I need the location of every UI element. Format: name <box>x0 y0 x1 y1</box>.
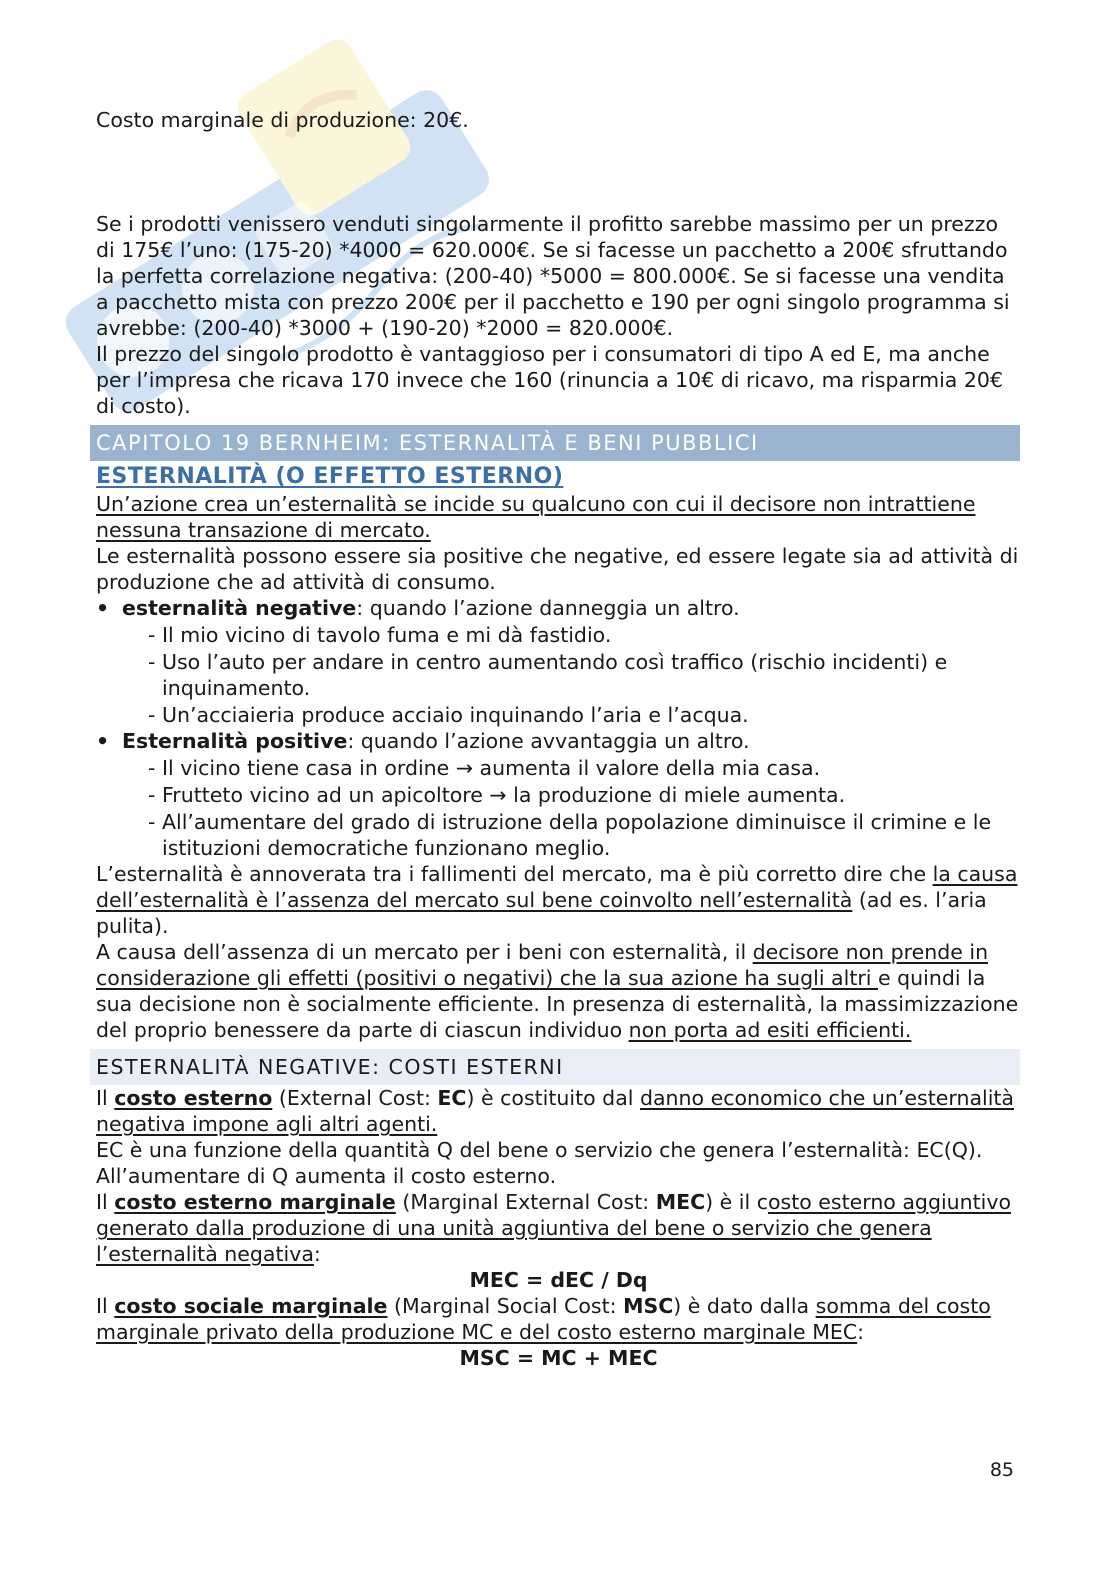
example-text: Il vicino tiene casa in ordine <box>162 756 456 780</box>
underlined-text: la causa dell’esternalità è l’assenza del mercato sul bene coinvolto nell’esternalità <box>96 862 1018 912</box>
list-item: - Uso l’auto per andare in centro aumentando così traffico (rischio incidenti) e inquinamento. <box>122 649 1021 701</box>
example-text: aumenta il valore della mia casa. <box>473 756 821 780</box>
arrow-icon: → <box>489 783 507 807</box>
text: Il <box>96 1190 115 1214</box>
text: A causa dell’assenza di un mercato per i beni con esternalità, il <box>96 940 753 964</box>
text: e quindi la sua decisione non è socialmente efficiente. In presenza di esternalità, la massimizzazione del proprio benessere da parte di ciascun individuo <box>96 966 1019 1042</box>
term-marginal-social-cost: costo sociale marginale <box>114 1294 388 1318</box>
text: Il <box>96 1294 115 1318</box>
underlined-text: non porta ad esiti efficienti. <box>628 1018 912 1042</box>
externality-list <box>96 595 1021 861</box>
text: ) è costituito dal <box>466 1086 640 1110</box>
intro-line: Costo marginale di produzione: 20€. <box>96 108 469 132</box>
underlined-text: somma del costo marginale privato della produzione MC e del costo esterno marginale MEC <box>96 1294 991 1344</box>
text: ) è il c <box>705 1190 768 1214</box>
chapter-title: CAPITOLO 19 BERNHEIM: ESTERNALITÀ E BENI PUBBLICI <box>90 425 1020 461</box>
list-item: - Un’acciaieria produce acciaio inquinando l’aria e l’acqua. <box>122 702 1021 728</box>
formula-mec: MEC = dEC / Dq <box>469 1268 648 1292</box>
negative-term: esternalità negative <box>122 596 357 620</box>
term-external-cost: costo esterno <box>114 1086 273 1110</box>
absence-market-paragraph <box>96 939 1021 1043</box>
text: (Marginal Social Cost: <box>387 1294 624 1318</box>
term-marginal-external-cost: costo esterno marginale <box>114 1190 396 1214</box>
list-item <box>122 755 1021 781</box>
formula-msc: MSC = MC + MEC <box>459 1346 658 1370</box>
externality-definition <box>96 491 1021 543</box>
paragraph-bundling: Se i prodotti venissero venduti singolarmente il profitto sarebbe massimo per un prezzo di 175€ l’uno: (175-20) *4000 = 620.000€. Se si facesse un pacchetto a 200€ sfruttando la perfetta correlazione negativa: (200-40) *5000 = 800.000€. Se si facesse una vendita a pacchetto mista con prezzo 200€ per il pacchetto e 190 per ogni singolo programma si avrebbe: (200-40) *3000 + (190-20) *2000 = 820.000€. <box>96 212 1010 340</box>
section-external-costs-title: ESTERNALITÀ NEGATIVE: COSTI ESTERNI <box>90 1049 1020 1085</box>
text: (Marginal External Cost: <box>395 1190 656 1214</box>
content-flow <box>96 211 1021 1371</box>
underlined-text: decisore non prende in considerazione gli effetti (positivi o negativi) che la sua azione ha sugli altri <box>96 940 989 990</box>
arrow-icon: → <box>455 756 473 780</box>
external-cost-function: EC è una funzione della quantità Q del bene o servizio che genera l’esternalità: EC(Q). All’aumentare di Q aumenta il costo esterno. <box>96 1138 983 1188</box>
text: L’esternalità è annoverata tra i fallimenti del mercato, ma è più corretto dire che <box>96 862 933 886</box>
positive-examples <box>122 755 1021 861</box>
text: (External Cost: <box>272 1086 438 1110</box>
section-externalities-title: ESTERNALITÀ (O EFFETTO ESTERNO) <box>96 464 564 489</box>
abbr-ec: EC <box>437 1086 467 1110</box>
underlined-text: danno economico che un’esternalità negativa impone agli altri agenti. <box>96 1086 1014 1136</box>
text: : <box>857 1320 865 1344</box>
example-text: la produzione di miele aumenta. <box>506 783 846 807</box>
externality-types: Le esternalità possono essere sia positive che negative, ed essere legate sia ad attività di produzione che ad attività di consumo. <box>96 544 1019 594</box>
abbr-msc: MSC <box>623 1294 674 1318</box>
list-item <box>122 782 1021 808</box>
externality-definition-text: Un’azione crea un’esternalità se incide su qualcuno con cui il decisore non intrattiene nessuna transazione di mercato. <box>96 492 976 542</box>
list-item-negative <box>96 595 1021 728</box>
list-item: - All’aumentare del grado di istruzione della popolazione diminuisce il crimine e le istituzioni democratiche funzionano meglio. <box>122 809 1021 861</box>
text: ) è dato dalla <box>673 1294 816 1318</box>
text: Il <box>96 1086 115 1110</box>
negative-examples <box>122 622 1021 728</box>
underlined-text: osto esterno aggiuntivo generato dalla produzione di una unità aggiuntiva del bene o servizio che genera l’esternalità negativa <box>96 1190 1012 1266</box>
abbr-mec: MEC <box>655 1190 706 1214</box>
text: : <box>313 1242 321 1266</box>
marginal-social-cost-paragraph <box>96 1293 1021 1345</box>
list-item-positive <box>96 728 1021 861</box>
negative-desc: : quando l’azione danneggia un altro. <box>356 596 740 620</box>
market-failure-paragraph <box>96 861 1021 939</box>
marginal-external-cost-paragraph <box>96 1189 1021 1267</box>
page-number: 85 <box>989 1459 1014 1481</box>
text: (ad es. l’aria pulita). <box>96 888 987 938</box>
paragraph-single-price: Il prezzo del singolo prodotto è vantaggioso per i consumatori di tipo A ed E, ma anche per l’impresa che ricava 170 invece che 160 (rinuncia a 10€ di ricavo, ma risparmia 20€ di costo). <box>96 342 1004 418</box>
example-text: Frutteto vicino ad un apicoltore <box>162 783 490 807</box>
external-cost-paragraph <box>96 1085 1021 1137</box>
positive-term: Esternalità positive <box>122 729 348 753</box>
positive-desc: : quando l’azione avvantaggia un altro. <box>347 729 750 753</box>
list-item: - Il mio vicino di tavolo fuma e mi dà fastidio. <box>122 622 1021 648</box>
